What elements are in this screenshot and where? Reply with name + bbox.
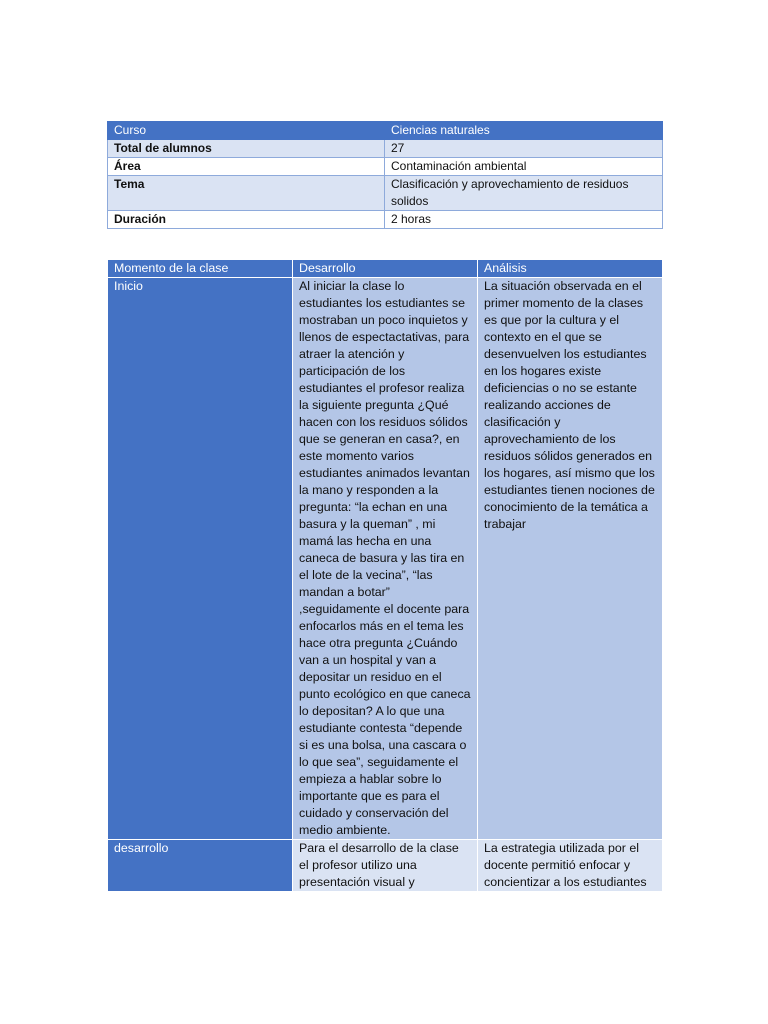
header-desarrollo: Desarrollo [293, 260, 478, 278]
info-label-topic: Tema [108, 176, 385, 211]
row-moment-desarrollo: desarrollo [108, 840, 293, 892]
header-analisis: Análisis [478, 260, 663, 278]
info-row-topic [108, 176, 663, 211]
info-header-label: Curso [108, 122, 385, 140]
table-row [108, 278, 663, 840]
info-value-area: Contaminación ambiental [385, 158, 663, 176]
row-moment-inicio: Inicio [108, 278, 293, 840]
info-row-area [108, 158, 663, 176]
info-value-duration: 2 horas [385, 211, 663, 229]
info-header-row [108, 122, 663, 140]
info-label-students: Total de alumnos [108, 140, 385, 158]
header-moment: Momento de la clase [108, 260, 293, 278]
main-header-row [108, 260, 663, 278]
row-desarrollo-desarrollo: Para el desarrollo de la clase el profesor utilizo una presentación visual y [293, 840, 478, 892]
class-moments-table [107, 259, 663, 892]
info-value-topic: Clasificación y aprovechamiento de residuos solidos [385, 176, 663, 211]
row-analisis-desarrollo: La estrategia utilizada por el docente permitió enfocar y concientizar a los estudiantes [478, 840, 663, 892]
info-row-duration [108, 211, 663, 229]
info-row-students [108, 140, 663, 158]
info-label-duration: Duración [108, 211, 385, 229]
row-desarrollo-inicio: Al iniciar la clase lo estudiantes los estudiantes se mostraban un poco inquietos y llenos de espectactativas, para atraer la atención y participación de los estudiantes el profesor realiza la siguiente pregunta ¿Qué hacen con los residuos sólidos que se generan en casa?, en este momento varios estudiantes animados levantan la mano y responden a la pregunta: “la echan en una basura y la queman” , mi mamá las hecha en una caneca de basura y las tira en el lote de la vecina”, “las mandan a botar” ,seguidamente el docente para enfocarlos más en el tema les hace otra pregunta ¿Cuándo van a un hospital y van a depositar un residuo en el punto ecológico en que caneca lo depositan? A lo que una estudiante contesta “depende si es una bolsa, una cascara o lo que sea”, seguidamente el empieza a hablar sobre lo importante que es para el cuidado y conservación del medio ambiente. [293, 278, 478, 840]
table-row [108, 840, 663, 892]
info-value-students: 27 [385, 140, 663, 158]
row-analisis-inicio: La situación observada en el primer momento de la clases es que por la cultura y el contexto en el que se desenvuelven los estudiantes en los hogares existe deficiencias o no se estante realizando acciones de clasificación y aprovechamiento de los residuos sólidos generados en los hogares, así mismo que los estudiantes tienen nociones de conocimiento de la temática a trabajar [478, 278, 663, 840]
info-label-area: Área [108, 158, 385, 176]
info-header-value: Ciencias naturales [385, 122, 663, 140]
course-info-table [107, 121, 663, 229]
